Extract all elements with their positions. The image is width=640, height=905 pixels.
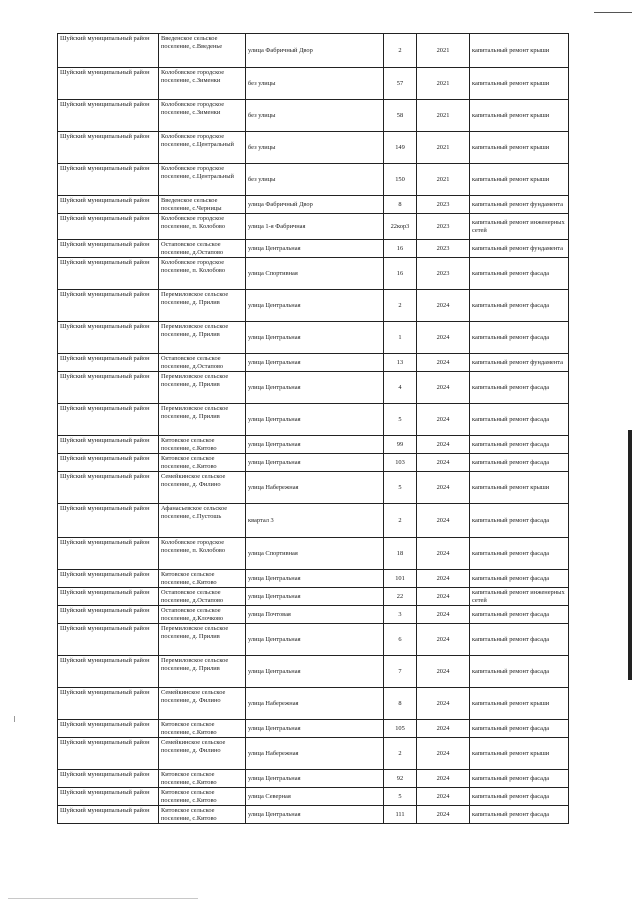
row-settlement-cell: Афанасьевское сельское поселение, с.Пустошь xyxy=(159,504,246,538)
table-row xyxy=(58,404,569,436)
row-house-number-cell: 5 xyxy=(384,472,417,504)
row-district-cell: Шуйский муниципальный район xyxy=(58,100,159,132)
row-work-type-cell: капитальный ремонт фасада xyxy=(470,788,569,806)
table-row xyxy=(58,570,569,588)
row-year-cell: 2024 xyxy=(417,322,470,354)
row-district-cell: Шуйский муниципальный район xyxy=(58,132,159,164)
row-street-cell: улица Центральная xyxy=(246,454,384,472)
row-work-type-cell: капитальный ремонт фундамента xyxy=(470,354,569,372)
row-settlement-cell: Перемиловское сельское поселение, д. Прилив xyxy=(159,372,246,404)
row-house-number-cell: 2 xyxy=(384,504,417,538)
row-work-type-cell: капитальный ремонт фасада xyxy=(470,538,569,570)
row-settlement-cell: Перемиловское сельское поселение, д. Прилив xyxy=(159,656,246,688)
row-settlement-cell: Остаповское сельское поселение, д.Клочково xyxy=(159,606,246,624)
table-row xyxy=(58,770,569,788)
table-row xyxy=(58,214,569,240)
row-work-type-cell: капитальный ремонт фасада xyxy=(470,290,569,322)
table-row xyxy=(58,164,569,196)
row-house-number-cell: 8 xyxy=(384,196,417,214)
row-year-cell: 2024 xyxy=(417,404,470,436)
row-year-cell: 2023 xyxy=(417,258,470,290)
row-settlement-cell: Китовское сельское поселение, с.Китово xyxy=(159,788,246,806)
row-district-cell: Шуйский муниципальный район xyxy=(58,34,159,68)
table-row xyxy=(58,258,569,290)
row-work-type-cell: капитальный ремонт фасада xyxy=(470,806,569,824)
row-house-number-cell: 5 xyxy=(384,404,417,436)
row-year-cell: 2021 xyxy=(417,100,470,132)
row-work-type-cell: капитальный ремонт фасада xyxy=(470,372,569,404)
table-row xyxy=(58,606,569,624)
row-work-type-cell: капитальный ремонт фасада xyxy=(470,570,569,588)
row-house-number-cell: 13 xyxy=(384,354,417,372)
row-street-cell: улица Фабричный Двор xyxy=(246,34,384,68)
row-house-number-cell: 22 xyxy=(384,588,417,606)
table-row xyxy=(58,132,569,164)
table-row xyxy=(58,68,569,100)
row-street-cell: улица Спортивная xyxy=(246,258,384,290)
row-settlement-cell: Семейкинское сельское поселение, д. Филино xyxy=(159,738,246,770)
table-row xyxy=(58,454,569,472)
row-work-type-cell: капитальный ремонт крыши xyxy=(470,688,569,720)
row-district-cell: Шуйский муниципальный район xyxy=(58,770,159,788)
table-row xyxy=(58,720,569,738)
table-row xyxy=(58,472,569,504)
row-year-cell: 2021 xyxy=(417,132,470,164)
row-street-cell: улица Набережная xyxy=(246,738,384,770)
table-row xyxy=(58,240,569,258)
row-street-cell: улица Центральная xyxy=(246,806,384,824)
row-work-type-cell: капитальный ремонт крыши xyxy=(470,738,569,770)
row-street-cell: улица Центральная xyxy=(246,372,384,404)
row-work-type-cell: капитальный ремонт фасада xyxy=(470,436,569,454)
row-district-cell: Шуйский муниципальный район xyxy=(58,720,159,738)
row-district-cell: Шуйский муниципальный район xyxy=(58,354,159,372)
row-year-cell: 2023 xyxy=(417,214,470,240)
row-district-cell: Шуйский муниципальный район xyxy=(58,68,159,100)
table-row xyxy=(58,290,569,322)
row-work-type-cell: капитальный ремонт фасада xyxy=(470,322,569,354)
row-settlement-cell: Перемиловское сельское поселение, д. Прилив xyxy=(159,624,246,656)
table-row xyxy=(58,322,569,354)
table-row xyxy=(58,788,569,806)
row-year-cell: 2024 xyxy=(417,436,470,454)
row-house-number-cell: 150 xyxy=(384,164,417,196)
row-district-cell: Шуйский муниципальный район xyxy=(58,606,159,624)
row-house-number-cell: 2 xyxy=(384,290,417,322)
row-street-cell: улица Центральная xyxy=(246,656,384,688)
row-work-type-cell: капитальный ремонт крыши xyxy=(470,68,569,100)
row-house-number-cell: 16 xyxy=(384,240,417,258)
row-work-type-cell: капитальный ремонт фасада xyxy=(470,258,569,290)
row-house-number-cell: 103 xyxy=(384,454,417,472)
row-house-number-cell: 4 xyxy=(384,372,417,404)
row-district-cell: Шуйский муниципальный район xyxy=(58,454,159,472)
row-house-number-cell: 58 xyxy=(384,100,417,132)
table-row xyxy=(58,354,569,372)
row-settlement-cell: Остаповское сельское поселение, д.Остапово xyxy=(159,588,246,606)
scan-tick-mark xyxy=(14,716,15,722)
row-work-type-cell: капитальный ремонт крыши xyxy=(470,132,569,164)
row-year-cell: 2024 xyxy=(417,720,470,738)
row-street-cell: улица Центральная xyxy=(246,404,384,436)
row-year-cell: 2024 xyxy=(417,738,470,770)
row-settlement-cell: Колобовское городское поселение, п. Колобово xyxy=(159,258,246,290)
row-year-cell: 2021 xyxy=(417,34,470,68)
table-row xyxy=(58,100,569,132)
row-work-type-cell: капитальный ремонт фасада xyxy=(470,624,569,656)
housing-repair-table xyxy=(57,33,569,824)
row-settlement-cell: Колобовское городское поселение, п. Колобово xyxy=(159,538,246,570)
row-settlement-cell: Колобовское городское поселение, с.Центральный xyxy=(159,164,246,196)
row-settlement-cell: Введенское сельское поселение, с.Введенье xyxy=(159,34,246,68)
row-street-cell: улица Северная xyxy=(246,788,384,806)
row-work-type-cell: капитальный ремонт фасада xyxy=(470,656,569,688)
row-district-cell: Шуйский муниципальный район xyxy=(58,570,159,588)
row-settlement-cell: Колобовское городское поселение, с.Центральный xyxy=(159,132,246,164)
row-district-cell: Шуйский муниципальный район xyxy=(58,290,159,322)
row-work-type-cell: капитальный ремонт фасада xyxy=(470,504,569,538)
row-street-cell: улица Набережная xyxy=(246,688,384,720)
row-house-number-cell: 3 xyxy=(384,606,417,624)
row-work-type-cell: капитальный ремонт крыши xyxy=(470,472,569,504)
row-house-number-cell: 111 xyxy=(384,806,417,824)
row-street-cell: улица Центральная xyxy=(246,290,384,322)
row-street-cell: улица Центральная xyxy=(246,588,384,606)
row-district-cell: Шуйский муниципальный район xyxy=(58,258,159,290)
row-work-type-cell: капитальный ремонт крыши xyxy=(470,100,569,132)
row-district-cell: Шуйский муниципальный район xyxy=(58,214,159,240)
row-work-type-cell: капитальный ремонт крыши xyxy=(470,164,569,196)
row-year-cell: 2024 xyxy=(417,656,470,688)
row-street-cell: улица Центральная xyxy=(246,770,384,788)
table-row xyxy=(58,196,569,214)
row-street-cell: улица Фабричный Двор xyxy=(246,196,384,214)
row-district-cell: Шуйский муниципальный район xyxy=(58,240,159,258)
table-row xyxy=(58,656,569,688)
table-row xyxy=(58,588,569,606)
row-district-cell: Шуйский муниципальный район xyxy=(58,788,159,806)
row-year-cell: 2021 xyxy=(417,164,470,196)
row-street-cell: улица Центральная xyxy=(246,322,384,354)
row-settlement-cell: Китовское сельское поселение, с.Китово xyxy=(159,570,246,588)
row-street-cell: улица Центральная xyxy=(246,436,384,454)
table-body xyxy=(58,34,569,824)
row-house-number-cell: 1 xyxy=(384,322,417,354)
row-house-number-cell: 18 xyxy=(384,538,417,570)
row-house-number-cell: 16 xyxy=(384,258,417,290)
row-work-type-cell: капитальный ремонт инженерных сетей xyxy=(470,588,569,606)
row-settlement-cell: Китовское сельское поселение, с.Китово xyxy=(159,454,246,472)
row-settlement-cell: Перемиловское сельское поселение, д. Прилив xyxy=(159,404,246,436)
row-year-cell: 2024 xyxy=(417,372,470,404)
row-settlement-cell: Колобовское городское поселение, с.Зименки xyxy=(159,100,246,132)
row-work-type-cell: капитальный ремонт крыши xyxy=(470,34,569,68)
row-work-type-cell: капитальный ремонт инженерных сетей xyxy=(470,214,569,240)
row-street-cell: улица Набережная xyxy=(246,472,384,504)
table-row xyxy=(58,806,569,824)
row-year-cell: 2023 xyxy=(417,240,470,258)
row-year-cell: 2024 xyxy=(417,788,470,806)
row-work-type-cell: капитальный ремонт фасада xyxy=(470,404,569,436)
row-district-cell: Шуйский муниципальный район xyxy=(58,404,159,436)
row-house-number-cell: 2 xyxy=(384,738,417,770)
row-settlement-cell: Китовское сельское поселение, с.Китово xyxy=(159,436,246,454)
row-district-cell: Шуйский муниципальный район xyxy=(58,738,159,770)
row-house-number-cell: 7 xyxy=(384,656,417,688)
row-year-cell: 2024 xyxy=(417,504,470,538)
row-year-cell: 2024 xyxy=(417,624,470,656)
row-work-type-cell: капитальный ремонт фасада xyxy=(470,720,569,738)
row-district-cell: Шуйский муниципальный район xyxy=(58,624,159,656)
row-street-cell: без улицы xyxy=(246,164,384,196)
row-house-number-cell: 99 xyxy=(384,436,417,454)
row-district-cell: Шуйский муниципальный район xyxy=(58,806,159,824)
row-settlement-cell: Введенское сельское поселение, с.Черницы xyxy=(159,196,246,214)
row-work-type-cell: капитальный ремонт фасада xyxy=(470,454,569,472)
row-house-number-cell: 92 xyxy=(384,770,417,788)
row-district-cell: Шуйский муниципальный район xyxy=(58,656,159,688)
row-district-cell: Шуйский муниципальный район xyxy=(58,372,159,404)
row-street-cell: без улицы xyxy=(246,132,384,164)
row-street-cell: квартал 3 xyxy=(246,504,384,538)
row-house-number-cell: 57 xyxy=(384,68,417,100)
row-year-cell: 2021 xyxy=(417,68,470,100)
row-settlement-cell: Перемиловское сельское поселение, д. Прилив xyxy=(159,322,246,354)
row-house-number-cell: 105 xyxy=(384,720,417,738)
row-year-cell: 2024 xyxy=(417,454,470,472)
row-street-cell: улица 1-я Фабричная xyxy=(246,214,384,240)
row-street-cell: улица Центральная xyxy=(246,720,384,738)
table-row xyxy=(58,538,569,570)
row-year-cell: 2024 xyxy=(417,570,470,588)
row-district-cell: Шуйский муниципальный район xyxy=(58,538,159,570)
row-house-number-cell: 2 xyxy=(384,34,417,68)
table-row xyxy=(58,372,569,404)
row-district-cell: Шуйский муниципальный район xyxy=(58,436,159,454)
row-year-cell: 2024 xyxy=(417,606,470,624)
row-year-cell: 2024 xyxy=(417,688,470,720)
table-row xyxy=(58,34,569,68)
row-street-cell: улица Центральная xyxy=(246,354,384,372)
table-row xyxy=(58,436,569,454)
row-work-type-cell: капитальный ремонт фасада xyxy=(470,770,569,788)
row-settlement-cell: Остаповское сельское поселение, д.Остапово xyxy=(159,240,246,258)
row-settlement-cell: Семейкинское сельское поселение, д. Филино xyxy=(159,688,246,720)
row-settlement-cell: Китовское сельское поселение, с.Китово xyxy=(159,770,246,788)
row-settlement-cell: Китовское сельское поселение, с.Китово xyxy=(159,806,246,824)
row-district-cell: Шуйский муниципальный район xyxy=(58,164,159,196)
table-row xyxy=(58,738,569,770)
row-district-cell: Шуйский муниципальный район xyxy=(58,196,159,214)
row-year-cell: 2024 xyxy=(417,588,470,606)
row-year-cell: 2024 xyxy=(417,354,470,372)
row-settlement-cell: Колобовское городское поселение, с.Зименки xyxy=(159,68,246,100)
row-house-number-cell: 8 xyxy=(384,688,417,720)
row-year-cell: 2024 xyxy=(417,770,470,788)
row-settlement-cell: Перемиловское сельское поселение, д. Прилив xyxy=(159,290,246,322)
row-district-cell: Шуйский муниципальный район xyxy=(58,588,159,606)
row-district-cell: Шуйский муниципальный район xyxy=(58,472,159,504)
row-house-number-cell: 149 xyxy=(384,132,417,164)
table-row xyxy=(58,688,569,720)
row-year-cell: 2024 xyxy=(417,806,470,824)
row-year-cell: 2024 xyxy=(417,290,470,322)
table-row xyxy=(58,504,569,538)
row-work-type-cell: капитальный ремонт фасада xyxy=(470,606,569,624)
row-district-cell: Шуйский муниципальный район xyxy=(58,504,159,538)
table-row xyxy=(58,624,569,656)
row-district-cell: Шуйский муниципальный район xyxy=(58,322,159,354)
row-settlement-cell: Остаповское сельское поселение, д.Остапово xyxy=(159,354,246,372)
row-street-cell: улица Почтовая xyxy=(246,606,384,624)
row-street-cell: без улицы xyxy=(246,100,384,132)
row-settlement-cell: Колобовское городское поселение, п. Колобово xyxy=(159,214,246,240)
row-street-cell: улица Центральная xyxy=(246,624,384,656)
row-work-type-cell: капитальный ремонт фундамента xyxy=(470,196,569,214)
scan-top-rule xyxy=(594,12,632,13)
row-year-cell: 2024 xyxy=(417,472,470,504)
row-street-cell: без улицы xyxy=(246,68,384,100)
row-year-cell: 2024 xyxy=(417,538,470,570)
row-district-cell: Шуйский муниципальный район xyxy=(58,688,159,720)
row-street-cell: улица Центральная xyxy=(246,570,384,588)
row-house-number-cell: 101 xyxy=(384,570,417,588)
row-year-cell: 2023 xyxy=(417,196,470,214)
row-house-number-cell: 5 xyxy=(384,788,417,806)
row-settlement-cell: Семейкинское сельское поселение, д. Филино xyxy=(159,472,246,504)
row-street-cell: улица Спортивная xyxy=(246,538,384,570)
row-work-type-cell: капитальный ремонт фундамента xyxy=(470,240,569,258)
row-house-number-cell: 6 xyxy=(384,624,417,656)
row-settlement-cell: Китовское сельское поселение, с.Китово xyxy=(159,720,246,738)
row-street-cell: улица Центральная xyxy=(246,240,384,258)
row-house-number-cell: 22кор3 xyxy=(384,214,417,240)
scan-bottom-rule xyxy=(8,898,198,899)
scan-edge-mark xyxy=(628,430,632,680)
